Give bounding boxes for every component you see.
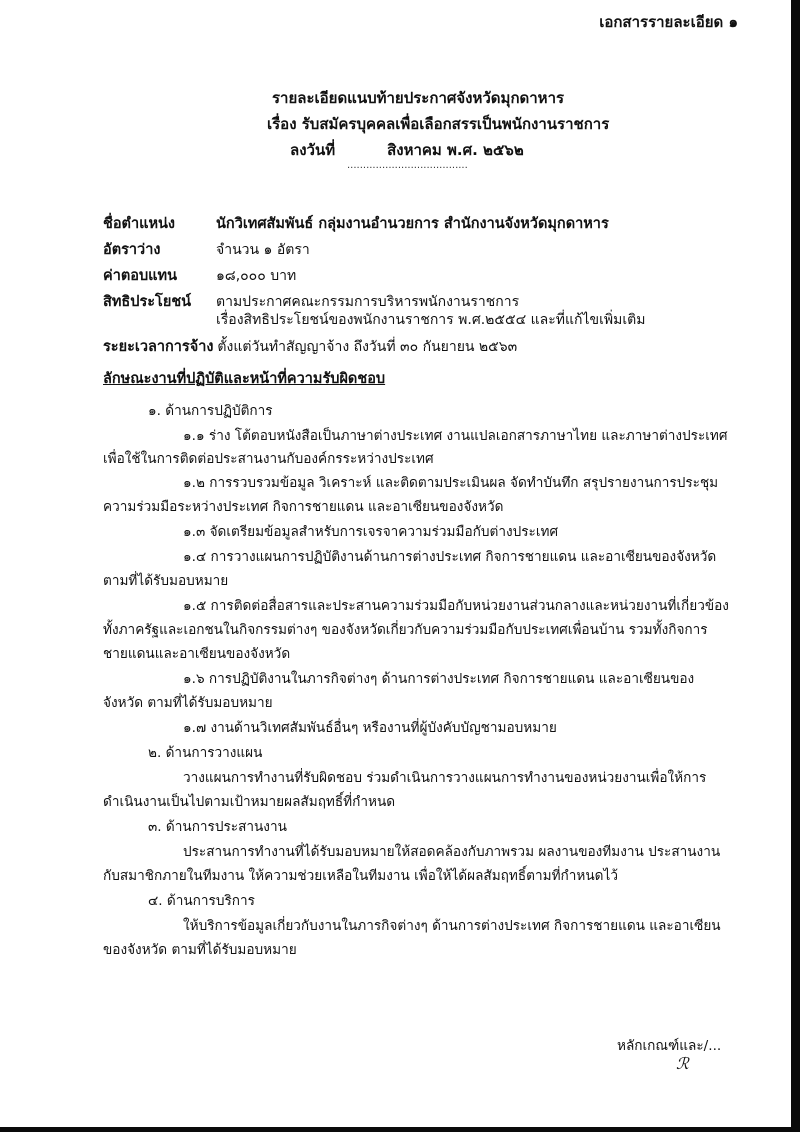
scan-border-right <box>791 0 800 1132</box>
duty-heading: ๔. ด้านการบริการ <box>148 893 255 909</box>
duty-heading: ๓. ด้านการประสานงาน <box>148 819 287 835</box>
duty-item: ๑.๒ การรวบรวมข้อมูล วิเคราะห์ และติดตามประเมินผล จัดทำบันทึก สรุปรายงานการประชุม <box>183 475 719 491</box>
heading-subject: เรื่อง รับสมัครบุคคลเพื่อเลือกสรรเป็นพนักงานราชการ <box>267 115 610 133</box>
field-vacancy <box>103 238 310 261</box>
field-label: ระยะเวลาการจ้าง <box>103 339 214 355</box>
field-position <box>103 212 609 235</box>
duties-section-title: ลักษณะงานที่ปฏิบัติและหน้าที่ความรับผิดชอบ <box>103 371 386 387</box>
duty-item-continued: ดำเนินงานเป็นไปตามเป้าหมายผลสัมฤทธิ์ที่กำหนด <box>103 794 396 810</box>
duty-item-continued: ตามที่ได้รับมอบหมาย <box>103 573 229 589</box>
duty-item: ให้บริการข้อมูลเกี่ยวกับงานในภารกิจต่างๆ ด้านการต่างประเทศ กิจการชายแดน และอาเซียน <box>183 918 721 934</box>
handwritten-initials: ℛ <box>676 1054 689 1073</box>
field-value: ตามประกาศคณะกรรมการบริหารพนักงานราชการ <box>216 294 520 310</box>
duty-item: ๑.๔ การวางแผนการปฏิบัติงานด้านการต่างประเทศ กิจการชายแดน และอาเซียนของจังหวัด <box>183 549 717 565</box>
duty-item-continued: ความร่วมมือระหว่างประเทศ กิจการชายแดน และอาเซียนของจังหวัด <box>103 499 504 515</box>
duty-item-continued: จังหวัด ตามที่ได้รับมอบหมาย <box>103 695 273 711</box>
heading-line-1: รายละเอียดแนบท้ายประกาศจังหวัดมุกดาหาร <box>272 89 565 107</box>
heading-separator-dots: ...................................... <box>347 160 468 171</box>
duty-item-continued: กับสมาชิกภายในทีมงาน ให้ความช่วยเหลือในทีมงาน เพื่อให้ได้ผลสัมฤทธิ์ตามที่กำหนดไว้ <box>103 868 618 884</box>
field-benefits-continued: เรื่องสิทธิประโยชน์ของพนักงานราชการ พ.ศ.๒๕๕๔ และที่แก้ไขเพิ่มเติม <box>216 312 646 328</box>
duty-item: ประสานการทำงานที่ได้รับมอบหมายให้สอดคล้องกับภาพรวม ผลงานของทีมงาน ประสานงาน <box>183 844 721 860</box>
duty-item: ๑.๗ งานด้านวิเทศสัมพันธ์อื่นๆ หรืองานที่ผู้บังคับบัญชามอบหมาย <box>183 720 557 736</box>
field-value: ตั้งแต่วันทำสัญญาจ้าง ถึงวันที่ ๓๐ กันยายน ๒๕๖๓ <box>217 339 518 355</box>
heading-date <box>290 138 524 162</box>
duty-heading: ๒. ด้านการวางแผน <box>148 745 263 761</box>
date-label: ลงวันที่ <box>290 141 336 159</box>
duty-item: ๑.๖ การปฏิบัติงานในภารกิจต่างๆ ด้านการต่างประเทศ กิจการชายแดน และอาเซียนของ <box>183 671 695 687</box>
duty-heading: ๑. ด้านการปฏิบัติการ <box>148 403 273 419</box>
duty-item-continued: ของจังหวัด ตามที่ได้รับมอบหมาย <box>103 942 297 958</box>
field-salary <box>103 264 296 287</box>
scan-border-bottom <box>0 1127 800 1132</box>
field-label: ค่าตอบแทน <box>103 268 177 284</box>
field-value: จำนวน ๑ อัตรา <box>216 242 310 258</box>
date-value: สิงหาคม พ.ศ. ๒๕๖๒ <box>387 141 524 159</box>
duty-item-continued: ชายแดนและอาเซียนของจังหวัด <box>103 646 291 662</box>
duty-item-continued: ทั้งภาครัฐและเอกชนในกิจกรรมต่างๆ ของจังหวัดเกี่ยวกับความร่วมมือกับประเทศเพื่อนบ้าน รวมทั้งกิจการ <box>103 622 708 638</box>
duty-item: ๑.๑ ร่าง โต้ตอบหนังสือเป็นภาษาต่างประเทศ งานแปลเอกสารภาษาไทย และภาษาต่างประเทศ <box>183 428 728 444</box>
duty-item: ๑.๓ จัดเตรียมข้อมูลสำหรับการเจรจาความร่วมมือกับต่างประเทศ <box>183 524 559 540</box>
duty-item-continued: เพื่อใช้ในการติดต่อประสานงานกับองค์กรระหว่างประเทศ <box>103 451 434 467</box>
field-label: สิทธิประโยชน์ <box>103 294 192 310</box>
field-label: ชื่อตำแหน่ง <box>103 216 176 232</box>
duty-item: วางแผนการทำงานที่รับผิดชอบ ร่วมดำเนินการวางแผนการทำงานของหน่วยงานเพื่อให้การ <box>183 770 707 786</box>
field-employment-period <box>103 335 517 358</box>
field-value: นักวิเทศสัมพันธ์ กลุ่มงานอำนวยการ สำนักงานจังหวัดมุกดาหาร <box>216 216 609 232</box>
field-value: ๑๘,๐๐๐ บาท <box>216 268 297 284</box>
continued-on-next-page: หลักเกณฑ์และ/... <box>617 1038 722 1054</box>
duty-item: ๑.๕ การติดต่อสื่อสารและประสานความร่วมมือกับหน่วยงานส่วนกลางและหน่วยงานที่เกี่ยวข้อง <box>183 598 729 614</box>
document-reference-label: เอกสารรายละเอียด ๑ <box>599 13 738 31</box>
field-label: อัตราว่าง <box>103 242 161 258</box>
